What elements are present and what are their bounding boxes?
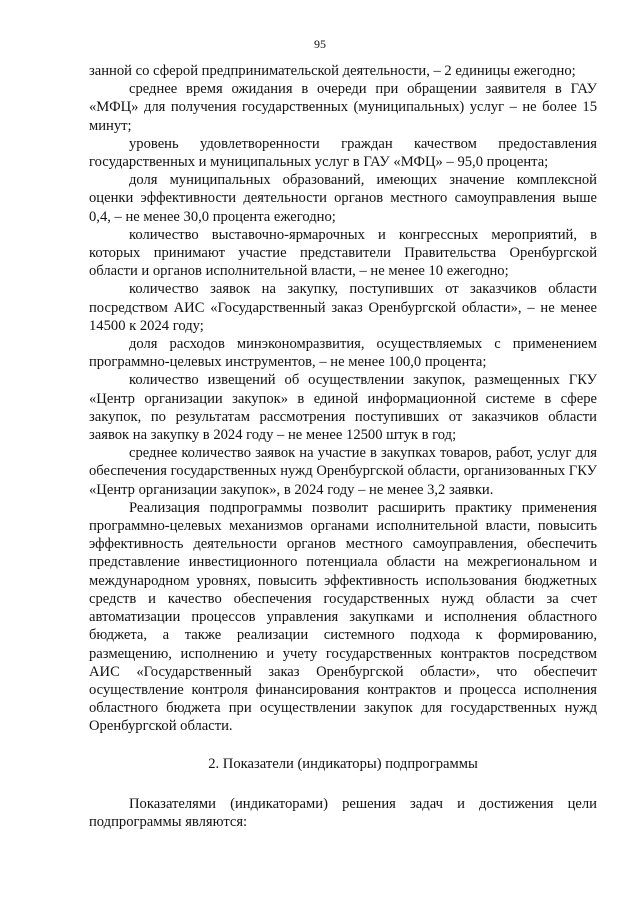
section-heading: 2. Показатели (индикаторы) подпрограммы — [208, 755, 478, 772]
paragraph-waiting-time: среднее время ожидания в очереди при обращении заявителя в ГАУ «МФЦ» для получения государственных (муниципальных) услуг – не более 15 минут; — [89, 81, 597, 134]
paragraph-procurement-requests: количество заявок на закупку, поступивших от заказчиков области посредством АИС «Государственный заказ Оренбургской области», – не менее 14500 к 2024 году; — [89, 281, 597, 334]
paragraph-exhibition-events: количество выставочно-ярмарочных и конгрессных мероприятий, в которых принимают участие представители Правительства Оренбургской области и органов исполнительной власти, – не менее 10 ежегодно; — [89, 226, 597, 280]
paragraph-procurement-notices: количество извещений об осуществлении закупок, размещенных ГКУ «Центр организации закупок» в единой информационной системе в сфере закупок, по результатам рассмотрения поступивших от заказчиков области заявок на закупку в 2024 году – не менее 12500 штук в год; — [89, 372, 597, 444]
document-body — [89, 62, 597, 831]
section-intro: Показателями (индикаторами) решения задач и достижения цели подпрограммы являются: — [89, 795, 597, 830]
paragraph-expense-share: доля расходов минэкономразвития, осуществляемых с применением программно-целевых инструментов, – не менее 100,0 процента; — [89, 336, 597, 371]
page-number: 95 — [314, 37, 326, 51]
paragraph-average-bids: среднее количество заявок на участие в закупках товаров, работ, услуг для обеспечения государственных нужд Оренбургской области, организованных ГКУ «Центр организации закупок», в 2024 году – не менее 3,2 заявки. — [89, 445, 597, 498]
paragraph-continuation: занной со сферой предпринимательской деятельности, – 2 единицы ежегодно; — [89, 63, 576, 79]
paragraph-implementation: Реализация подпрограммы позволит расширить практику применения программно-целевых механизмов органами исполнительной власти, повысить эффективность деятельности органов местного самоуправления, обеспечить представление инвестиционного потенциала области на межрегиональном и международном уровнях, повысить эффективность использования бюджетных средств и качество обеспечения государственных нужд области за счет автоматизации процессов управления закупками и исполнения областного бюджета, а также реализации системного подхода к формированию, размещению, исполнению и учету государственных контрактов посредством АИС «Государственный заказ Оренбургской области», что обеспечит осуществление контроля финансирования контрактов и процесса исполнения областного бюджета при осуществлении закупок для государственных нужд Оренбургской области. — [89, 499, 597, 735]
paragraph-municipal-share: доля муниципальных образований, имеющих значение комплексной оценки эффективности деятельности органов местного самоуправления выше 0,4, – не менее 30,0 процента ежегодно; — [89, 172, 597, 225]
paragraph-satisfaction-level: уровень удовлетворенности граждан качеством предоставления государственных и муниципальных услуг в ГАУ «МФЦ» – 95,0 процента; — [89, 135, 597, 171]
